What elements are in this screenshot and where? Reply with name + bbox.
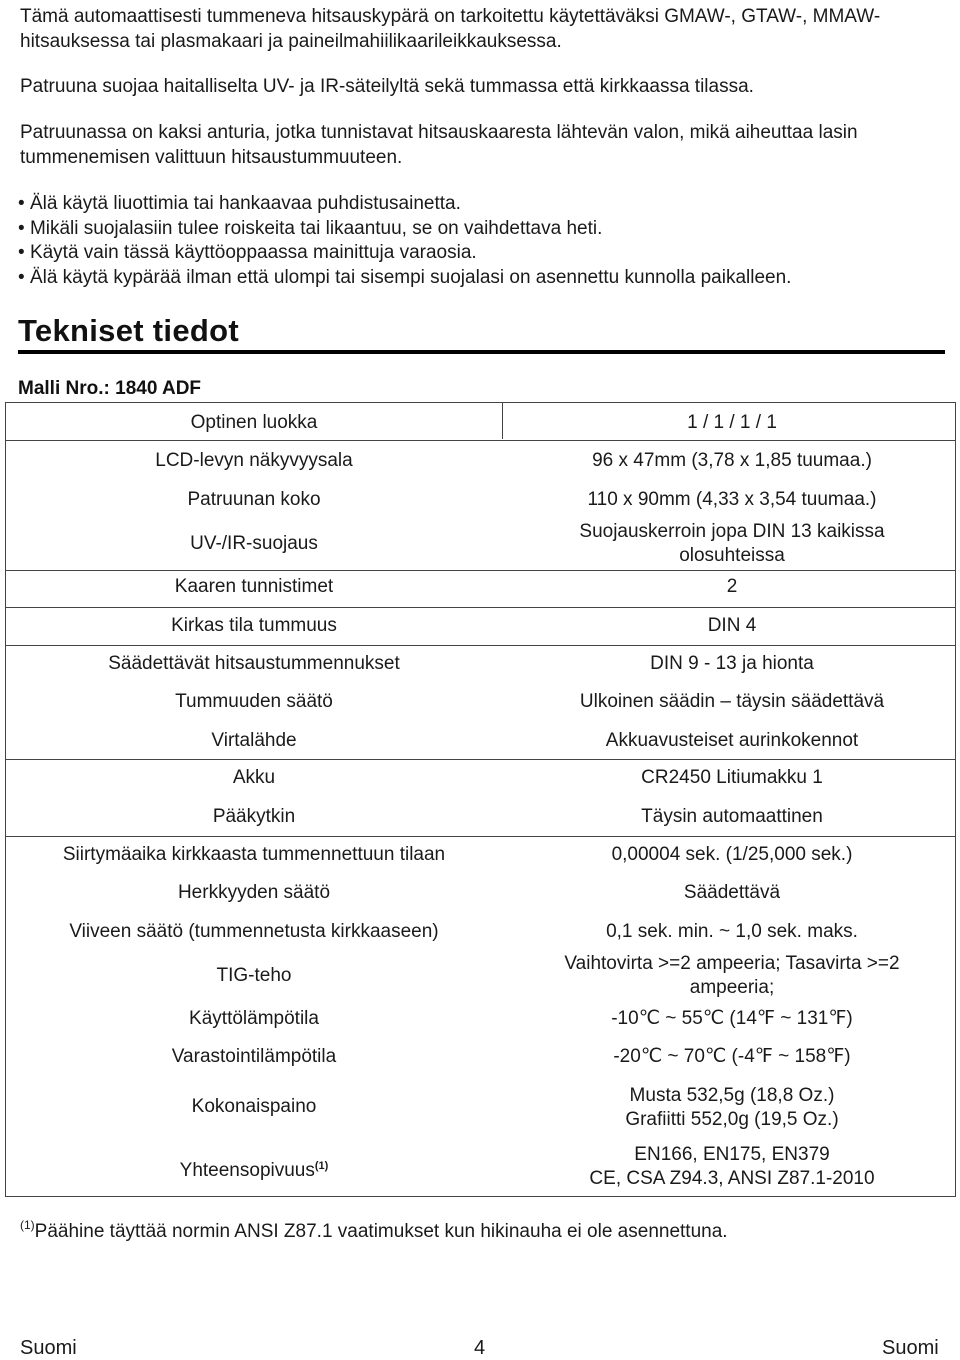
spec-label-storage-temp: Varastointilämpötila	[171, 1046, 337, 1067]
spec-value-weight-line1: Musta 532,5g (18,8 Oz.)	[629, 1085, 835, 1106]
spec-value-weight	[502, 1084, 960, 1132]
intro-paragraph-1: Tämä automaattisesti tummeneva hitsauskypärä on tarkoitettu käytettäväksi GMAW-, GTAW-, MMAW-hitsauksessa tai plasmakaari ja paineilmahiilikaarileikkauksessa.	[20, 6, 881, 52]
spec-value-sensitivity: Säädettävä	[683, 882, 781, 903]
spec-value-delay: 0,1 sek. min. ~ 1,0 sek. maks.	[606, 921, 858, 942]
intro-paragraph-2: Patruuna suojaa haitalliselta UV- ja IR-säteilyltä sekä tummassa että kirkkaassa tilassa.	[20, 76, 754, 97]
warning-item: • Älä käytä liuottimia tai hankaavaa puhdistusainetta.	[18, 192, 948, 217]
spec-label-sensitivity: Herkkyyden säätö	[177, 882, 331, 903]
spec-label-tig: TIG-teho	[216, 965, 292, 986]
model-number	[18, 378, 201, 400]
spec-label-shade-control: Tummuuden säätö	[175, 691, 333, 712]
spec-value-tig-line2: ampeeria;	[689, 977, 775, 998]
row-divider	[6, 759, 955, 760]
spec-value-uvir-line2: olosuhteissa	[679, 545, 785, 566]
footnote-marker: (1)	[20, 1218, 35, 1232]
warning-item: • Mikäli suojalasiin tulee roiskeita tai likaantuu, se on vaihdettava heti.	[18, 217, 948, 242]
spec-value-storage-temp: -20℃ ~ 70℃ (-4℉ ~ 158℉)	[613, 1046, 851, 1067]
spec-label-cartridge: Patruunan koko	[187, 489, 321, 510]
spec-label-switch-time: Siirtymäaika kirkkaasta tummennettuun tilaan	[62, 844, 446, 865]
spec-label-delay: Viiveen säätö (tummennetusta kirkkaaseen)	[69, 921, 439, 942]
spec-value-operating-temp: -10℃ ~ 55℃ (14℉ ~ 131℉)	[611, 1008, 853, 1029]
spec-value-switch-time: 0,00004 sek. (1/25,000 sek.)	[611, 844, 853, 865]
spec-value-tig	[502, 952, 960, 1000]
warning-item: • Älä käytä kypärää ilman että ulompi tai sisempi suojalasi on asennettu kunnolla paikalleen.	[18, 266, 948, 291]
spec-label-light-state: Kirkas tila tummuus	[171, 615, 337, 636]
footnote	[20, 1218, 728, 1243]
spec-label-optical-class: Optinen luokka	[190, 412, 318, 433]
spec-value-cartridge: 110 x 90mm (4,33 x 3,54 tuumaa.)	[587, 489, 877, 510]
warning-item: • Käytä vain tässä käyttöoppaassa mainittuja varaosia.	[18, 241, 948, 266]
spec-value-weight-line2: Grafiitti 552,0g (19,5 Oz.)	[625, 1109, 839, 1130]
spec-label-power: Virtalähde	[211, 730, 297, 751]
footer-language-left: Suomi	[20, 1337, 77, 1359]
footnote-ref: (1)	[314, 1160, 329, 1172]
row-divider	[6, 836, 955, 837]
spec-label-operating-temp: Käyttölämpötila	[189, 1008, 319, 1029]
spec-value-optical-class: 1 / 1 / 1 / 1	[687, 412, 777, 433]
spec-value-uvir-line1: Suojauskerroin jopa DIN 13 kaikissa	[579, 521, 885, 542]
spec-value-main-switch: Täysin automaattinen	[641, 806, 823, 827]
footnote-text: Päähine täyttää normin ANSI Z87.1 vaatimukset kun hikinauha ei ole asennettuna.	[34, 1221, 728, 1242]
page-number: 4	[474, 1337, 486, 1359]
spec-table	[5, 402, 956, 1197]
spec-value-battery: CR2450 Litiumakku 1	[641, 767, 823, 788]
spec-label-compliance-text: Yhteensopivuus	[179, 1160, 315, 1181]
spec-value-compliance-line2: CE, CSA Z94.3, ANSI Z87.1-2010	[589, 1168, 875, 1189]
spec-label-sensors: Kaaren tunnistimet	[174, 576, 334, 597]
intro-paragraph-3: Patruunassa on kaksi anturia, jotka tunnistavat hitsauskaaresta lähtevän valon, mikä aiheuttaa lasin tummenemisen valittuun hitsaustummuuteen.	[20, 122, 858, 168]
footer-language-right: Suomi	[882, 1337, 939, 1359]
spec-label-variable-shades: Säädettävät hitsaustummennukset	[108, 653, 400, 674]
warning-list	[18, 192, 948, 290]
title-divider	[18, 350, 945, 354]
spec-label-weight: Kokonaispaino	[191, 1096, 317, 1117]
row-divider	[6, 607, 955, 608]
spec-value-compliance	[502, 1143, 960, 1191]
spec-label-compliance	[6, 1154, 502, 1183]
row-divider	[6, 570, 955, 571]
section-title: Tekniset tiedot	[18, 313, 239, 348]
spec-label-uvir: UV-/IR-suojaus	[190, 533, 318, 554]
spec-label-main-switch: Pääkytkin	[212, 806, 296, 827]
spec-value-power: Akkuavusteiset aurinkokennot	[605, 730, 859, 751]
spec-value-lcd: 96 x 47mm (3,78 x 1,85 tuumaa.)	[592, 450, 872, 471]
spec-value-variable-shades: DIN 9 - 13 ja hionta	[650, 653, 814, 674]
spec-value-sensors: 2	[726, 576, 738, 597]
spec-label-battery: Akku	[232, 767, 276, 788]
spec-value-light-state: DIN 4	[707, 615, 757, 636]
spec-value-shade-control: Ulkoinen säädin – täysin säädettävä	[579, 691, 885, 712]
model-value: 1840 ADF	[115, 378, 202, 399]
model-label: Malli Nro.:	[18, 378, 110, 399]
row-divider	[6, 645, 955, 646]
spec-label-lcd: LCD-levyn näkyvyysala	[155, 450, 353, 471]
spec-value-tig-line1: Vaihtovirta >=2 ampeeria; Tasavirta >=2	[564, 953, 900, 974]
spec-value-uvir	[502, 520, 960, 568]
row-divider	[6, 440, 955, 441]
spec-value-compliance-line1: EN166, EN175, EN379	[634, 1144, 830, 1165]
